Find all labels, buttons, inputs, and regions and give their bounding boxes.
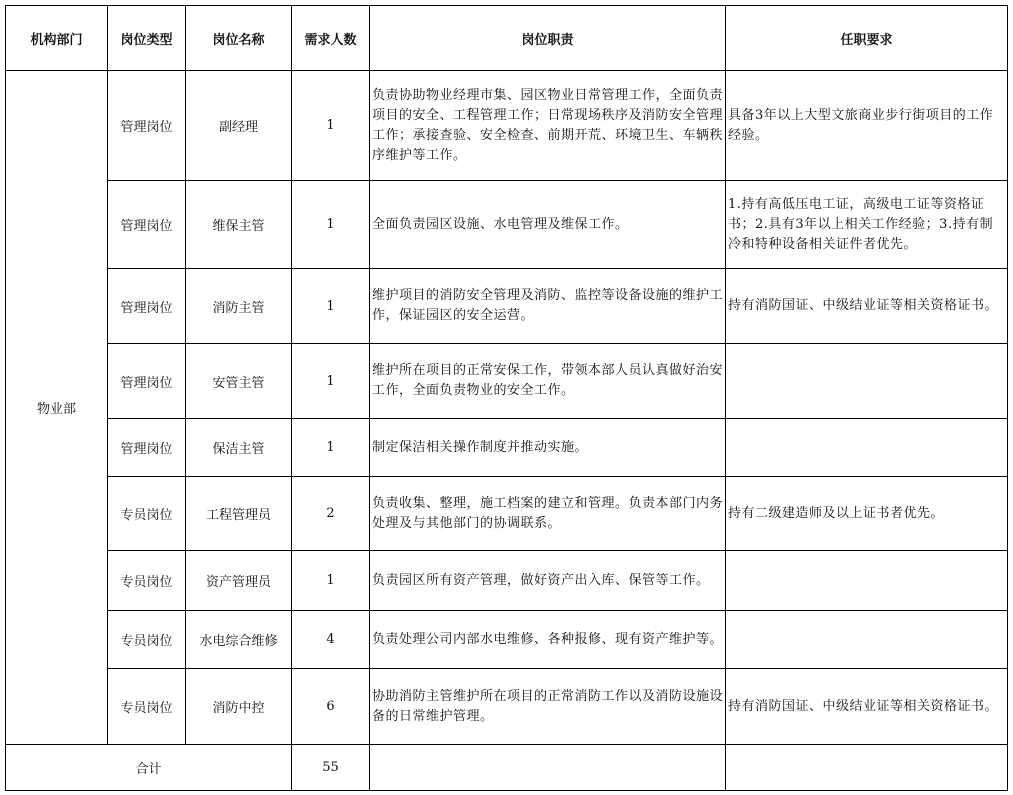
row-name: 消防主管: [186, 269, 292, 344]
row-name: 水电综合维修: [186, 611, 292, 669]
row-name: 工程管理员: [186, 477, 292, 551]
total-label: 合计: [6, 745, 292, 791]
table-row: [6, 551, 1008, 611]
row-req: [726, 551, 1008, 611]
header-count: 需求人数: [292, 6, 370, 71]
row-duty: 制定保洁相关操作制度并推动实施。: [370, 419, 726, 477]
header-type: 岗位类型: [108, 6, 186, 71]
row-type: 管理岗位: [108, 181, 186, 269]
header-name: 岗位名称: [186, 6, 292, 71]
row-type: 管理岗位: [108, 419, 186, 477]
row-req: 持有消防国证、中级结业证等相关资格证书。: [726, 269, 1008, 344]
row-type: 专员岗位: [108, 669, 186, 745]
table-row: [6, 71, 1008, 181]
table-row: [6, 181, 1008, 269]
table-row: [6, 344, 1008, 419]
row-duty: 全面负责园区设施、水电管理及维保工作。: [370, 181, 726, 269]
department-cell: 物业部: [6, 71, 108, 745]
row-count: 1: [292, 71, 370, 181]
row-name: 安管主管: [186, 344, 292, 419]
row-req: 持有消防国证、中级结业证等相关资格证书。: [726, 669, 1008, 745]
table-row: [6, 269, 1008, 344]
row-count: 1: [292, 344, 370, 419]
row-type: 管理岗位: [108, 269, 186, 344]
row-name: 消防中控: [186, 669, 292, 745]
row-type: 专员岗位: [108, 611, 186, 669]
row-duty: 协助消防主管维护所在项目的正常消防工作以及消防设施设备的日常维护管理。: [370, 669, 726, 745]
row-name: 副经理: [186, 71, 292, 181]
header-duty: 岗位职责: [370, 6, 726, 71]
header-row: [6, 6, 1008, 71]
total-duty-empty: [370, 745, 726, 791]
row-count: 1: [292, 181, 370, 269]
row-duty: 负责协助物业经理市集、园区物业日常管理工作，全面负责项目的安全、工程管理工作；日常现场秩序及消防安全管理工作；承接查验、安全检查、前期开荒、环境卫生、车辆秩序维护等工作。: [370, 71, 726, 181]
row-duty: 负责处理公司内部水电维修、各种报修、现有资产维护等。: [370, 611, 726, 669]
row-type: 管理岗位: [108, 71, 186, 181]
row-duty: 维护项目的消防安全管理及消防、监控等设备设施的维护工作，保证园区的安全运营。: [370, 269, 726, 344]
row-count: 2: [292, 477, 370, 551]
row-count: 1: [292, 551, 370, 611]
total-count: 55: [292, 745, 370, 791]
row-duty: 负责园区所有资产管理，做好资产出入库、保管等工作。: [370, 551, 726, 611]
header-dept: 机构部门: [6, 6, 108, 71]
row-count: 1: [292, 419, 370, 477]
row-name: 资产管理员: [186, 551, 292, 611]
row-count: 6: [292, 669, 370, 745]
row-type: 专员岗位: [108, 551, 186, 611]
row-req: [726, 419, 1008, 477]
row-count: 1: [292, 269, 370, 344]
row-req: [726, 344, 1008, 419]
table-row: [6, 477, 1008, 551]
recruitment-table: [5, 5, 1008, 791]
row-type: 专员岗位: [108, 477, 186, 551]
row-name: 维保主管: [186, 181, 292, 269]
row-duty: 维护所在项目的正常安保工作，带领本部人员认真做好治安工作，全面负责物业的安全工作。: [370, 344, 726, 419]
total-req-empty: [726, 745, 1008, 791]
total-row: [6, 745, 1008, 791]
row-count: 4: [292, 611, 370, 669]
table-row: [6, 611, 1008, 669]
row-duty: 负责收集、整理，施工档案的建立和管理。负责本部门内务处理及与其他部门的协调联系。: [370, 477, 726, 551]
row-req: 具备3年以上大型文旅商业步行街项目的工作经验。: [726, 71, 1008, 181]
table-row: [6, 419, 1008, 477]
row-name: 保洁主管: [186, 419, 292, 477]
row-req: [726, 611, 1008, 669]
row-type: 管理岗位: [108, 344, 186, 419]
header-req: 任职要求: [726, 6, 1008, 71]
row-req: 持有二级建造师及以上证书者优先。: [726, 477, 1008, 551]
table-row: [6, 669, 1008, 745]
row-req: 1.持有高低压电工证，高级电工证等资格证书；2.具有3年以上相关工作经验；3.持有制冷和特种设备相关证件者优先。: [726, 181, 1008, 269]
